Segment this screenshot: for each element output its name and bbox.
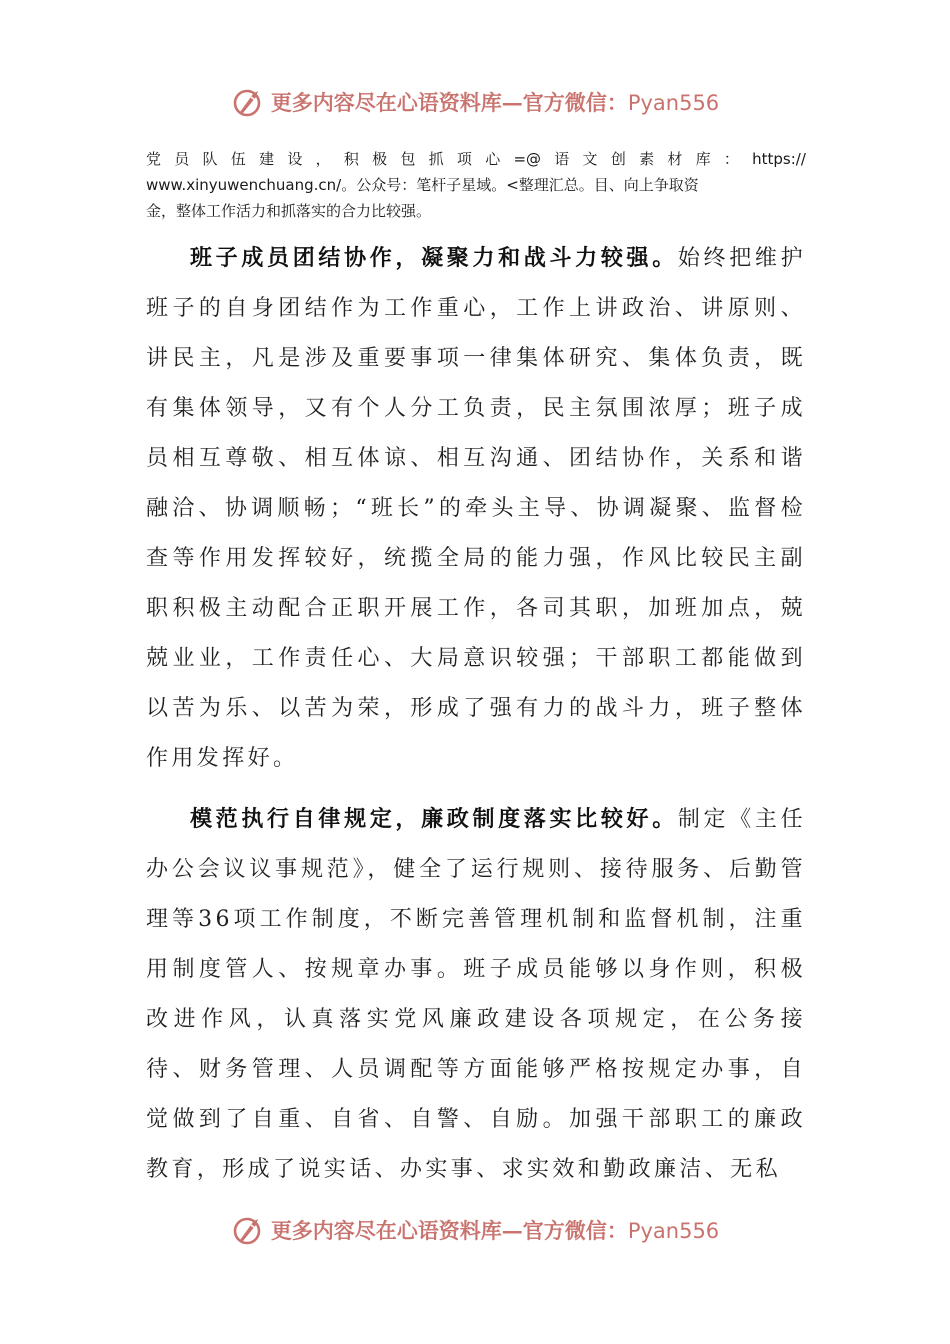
note-char: 伍 (230, 150, 246, 168)
note-char: 文 (582, 150, 598, 168)
banner-text: 更多内容尽在心语资料库—官方微信：Pyan556 (270, 90, 720, 115)
note-char: 项 (456, 150, 472, 168)
note-char: 语 (554, 150, 570, 168)
note-line-3: 金，整体工作活力和抓落实的合力比较强。 (146, 202, 432, 220)
note-char: https:// (752, 150, 806, 168)
note-char: 党 (146, 150, 162, 168)
note-char: ， (315, 150, 331, 168)
note-char: ： (723, 150, 739, 168)
note-char: 库 (695, 150, 711, 168)
paragraph-team-unity (146, 233, 806, 784)
banner-text: 更多内容尽在心语资料库—官方微信：Pyan556 (270, 1218, 720, 1243)
note-char: 建 (259, 150, 275, 168)
note-char: 包 (400, 150, 416, 168)
pen-nib-circle-logo (231, 85, 265, 119)
header-banner (0, 82, 950, 122)
note-char: 材 (667, 150, 683, 168)
paragraph-lead: 模范执行自律规定，廉政制度落实比较好。 (190, 806, 678, 832)
wechat-id: Pyan556 (627, 91, 720, 115)
wechat-id: Pyan556 (627, 1219, 720, 1243)
note-char: 队 (202, 150, 218, 168)
note-char: 心 (485, 150, 501, 168)
note-char: 素 (639, 150, 655, 168)
pen-nib-circle-logo (231, 1213, 265, 1247)
note-char: 积 (343, 150, 359, 168)
note-char: 抓 (428, 150, 444, 168)
note-char: 极 (372, 150, 388, 168)
source-note (146, 146, 806, 224)
paragraph-body: 制定《主任办公会议议事规范》，健全了运行规则、接待服务、后勤管理等36项工作制度，不断完善管理机制和监督机制，注重用制度管人、按规章办事。班子成员能够以身作则，积极改进作风，认真落实党风廉政建设各项规定，在公务接待、财务管理、人员调配等方面能够严格按规定办事，自觉做到了自重、自省、自警、自励。加强干部职工的廉政教育，形成了说实话、办实事、求实效和勤政廉洁、无私 (146, 807, 806, 1182)
note-char: =@ (513, 150, 542, 168)
note-char: 创 (610, 150, 626, 168)
note-char: 员 (174, 150, 190, 168)
paragraph-discipline (146, 794, 806, 1195)
footer-banner (0, 1208, 950, 1252)
note-line-1 (146, 146, 806, 172)
note-line-2: www.xinyuwenchuang.cn/。公众号：笔杆子星域。<整理汇总。目、向上争取资 (146, 176, 699, 194)
paragraph-body: 始终把维护班子的自身团结作为工作重心，工作上讲政治、讲原则、讲民主，凡是涉及重要事项一律集体研究、集体负责，既有集体领导，又有个人分工负责，民主氛围浓厚；班子成员相互尊敬、相互体谅、相互沟通、团结协作，关系和谐融洽、协调顺畅；“班长”的牵头主导、协调凝聚、监督检查等作用发挥较好，统揽全局的能力强，作风比较民主副职积极主动配合正职开展工作，各司其职，加班加点，兢兢业业，工作责任心、大局意识较强；干部职工都能做到以苦为乐、以苦为荣，形成了强有力的战斗力，班子整体作用发挥好。 (146, 246, 806, 771)
note-char: 设 (287, 150, 303, 168)
paragraph-lead: 班子成员团结协作，凝聚力和战斗力较强。 (190, 245, 678, 271)
